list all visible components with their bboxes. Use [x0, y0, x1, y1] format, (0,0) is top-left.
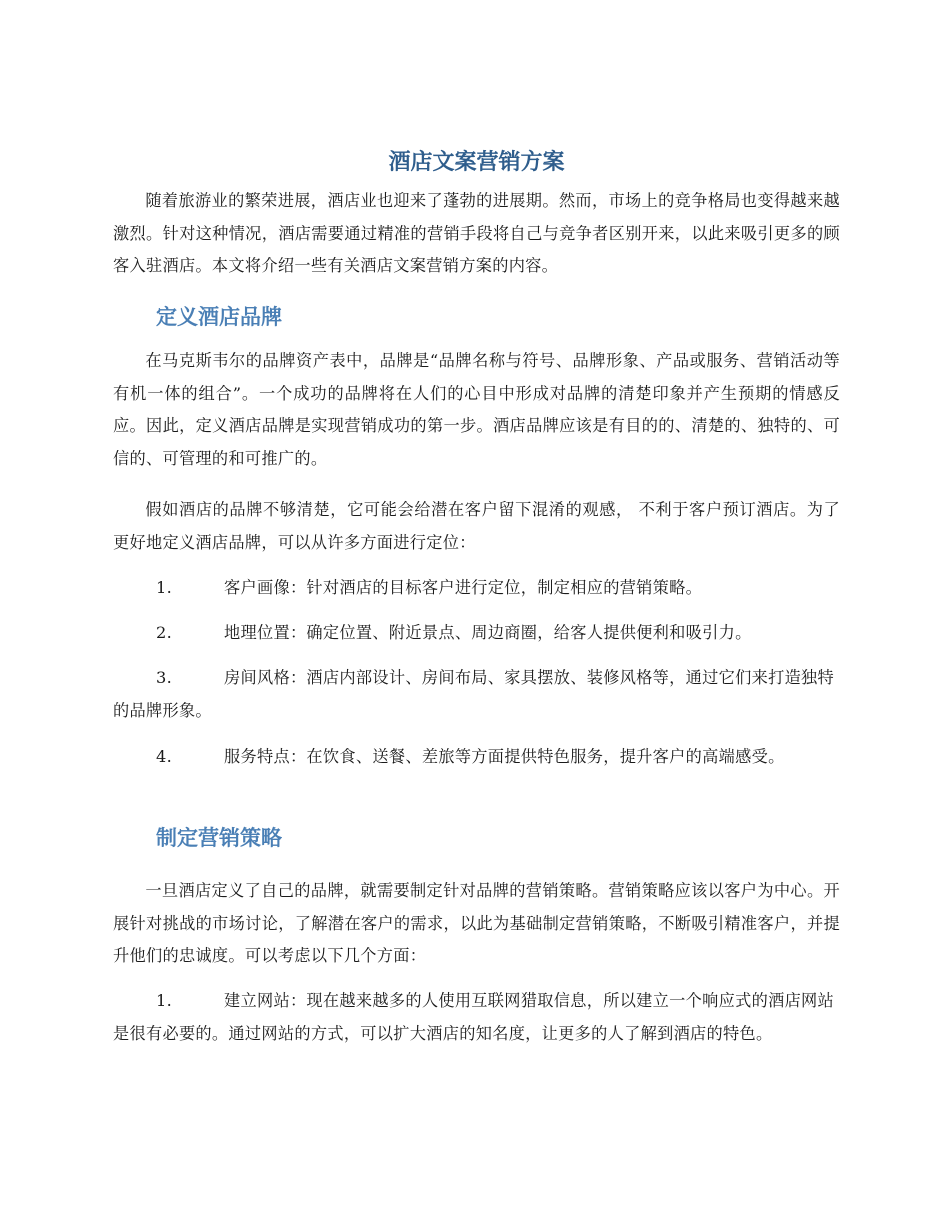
list-item-number: 1. — [156, 578, 173, 597]
list-item — [113, 617, 840, 650]
list-item-text: 建立网站：现在越来越多的人使用互联网猎取信息，所以建立一个响应式的酒店网站是很有必要的。通过网站的方式，可以扩大酒店的知名度，让更多的人了解到酒店的特色。 — [113, 991, 835, 1043]
strategy-paragraph-1: 一旦酒店定义了自己的品牌，就需要制定针对品牌的营销策略。营销策略应该以客户为中心。开展针对挑战的市场讨论，了解潜在客户的需求，以此为基础制定营销策略，不断吸引精准客户，并提升他们的忠诚度。可以考虑以下几个方面： — [113, 881, 840, 965]
list-item — [113, 985, 840, 1050]
list-item — [113, 572, 840, 605]
list-item-number: 4. — [156, 747, 173, 766]
list-item-text: 地理位置：确定位置、附近景点、周边商圈，给客人提供便利和吸引力。 — [224, 623, 752, 642]
list-item-number: 3. — [156, 668, 173, 687]
list-item-text: 房间风格：酒店内部设计、房间布局、家具摆放、装修风格等，通过它们来打造独特的品牌形象。 — [113, 668, 835, 720]
list-item-number: 1. — [156, 991, 173, 1010]
brand-paragraph-2: 假如酒店的品牌不够清楚，它可能会给潜在客户留下混淆的观感， 不利于客户预订酒店。为了更好地定义酒店品牌，可以从许多方面进行定位： — [113, 500, 840, 552]
list-item-number: 2. — [156, 623, 173, 642]
brand-paragraph-1: 在马克斯韦尔的品牌资产表中，品牌是“品牌名称与符号、品牌形象、产品或服务、营销活动等有机一体的组合”。一个成功的品牌将在人们的心目中形成对品牌的清楚印象并产生预期的情感反应。因此，定义酒店品牌是实现营销成功的第一步。酒店品牌应该是有目的的、清楚的、独特的、可信的、可管理的和可推广的。 — [113, 351, 840, 468]
list-item — [113, 741, 840, 774]
document-title: 酒店文案营销方案 — [388, 150, 565, 175]
section-heading-strategy: 制定营销策略 — [156, 826, 282, 850]
section-heading-brand: 定义酒店品牌 — [156, 305, 282, 329]
list-item — [113, 662, 840, 727]
list-item-text: 客户画像：针对酒店的目标客户进行定位，制定相应的营销策略。 — [224, 578, 703, 597]
intro-paragraph: 随着旅游业的繁荣进展，酒店业也迎来了蓬勃的进展期。然而，市场上的竞争格局也变得越来越激烈。针对这种情况，酒店需要通过精准的营销手段将自己与竞争者区别开来，以此来吸引更多的顾客入驻酒店。本文将介绍一些有关酒店文案营销方案的内容。 — [113, 191, 840, 275]
list-item-text: 服务特点：在饮食、送餐、差旅等方面提供特色服务，提升客户的高端感受。 — [224, 747, 785, 766]
